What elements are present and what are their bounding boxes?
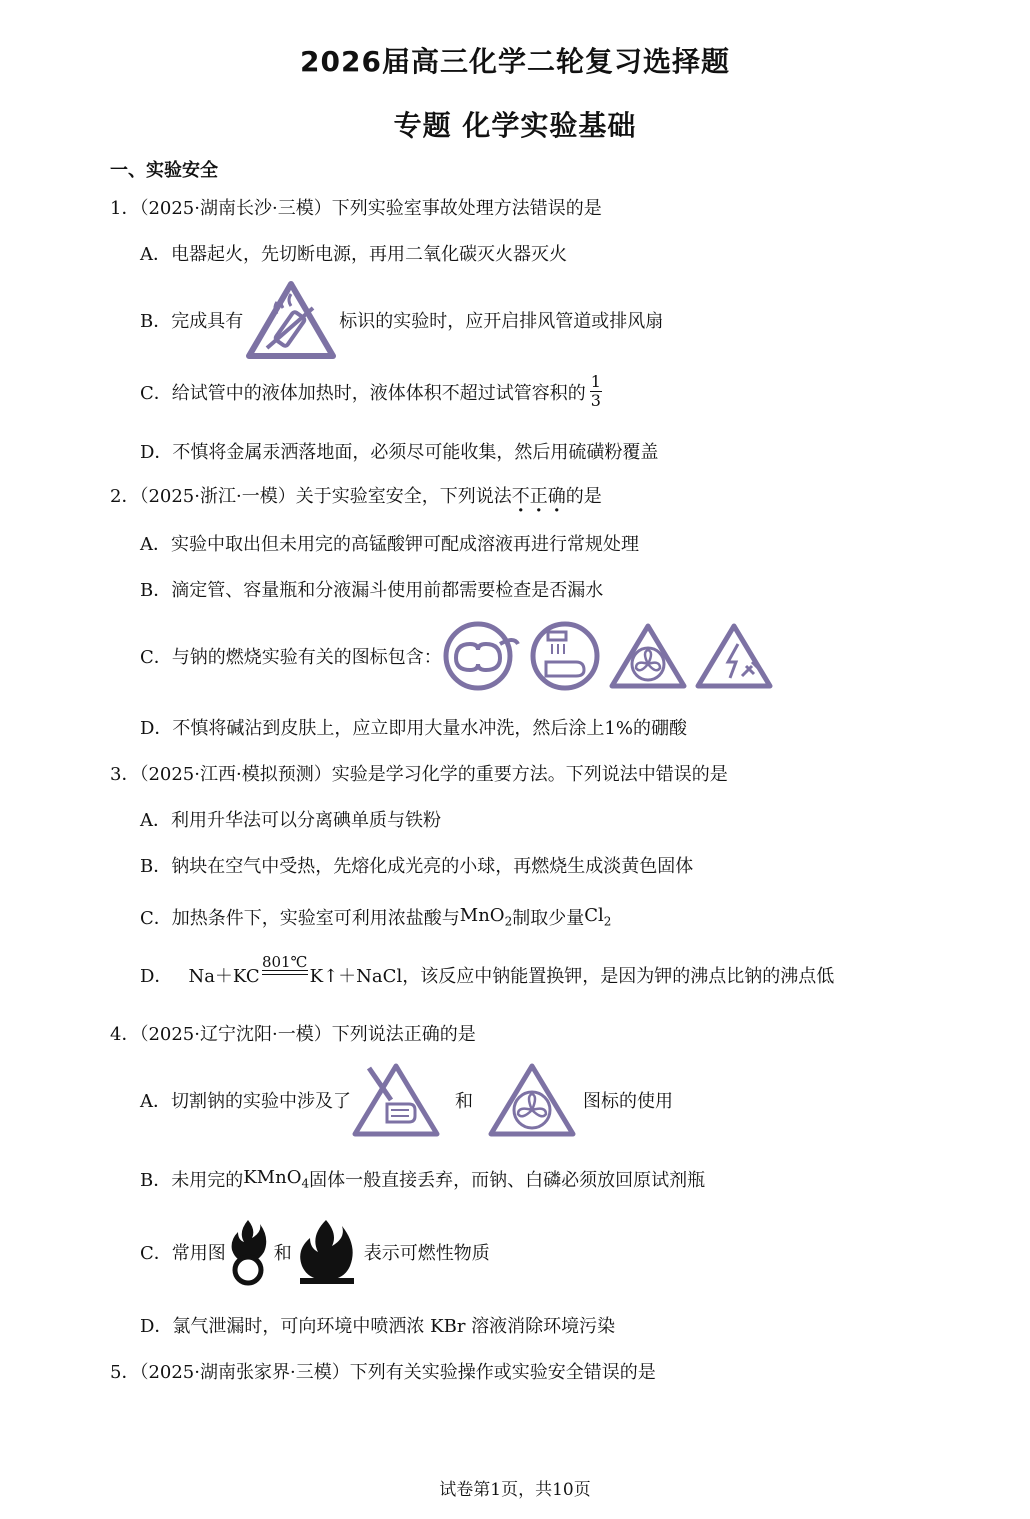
exhaust-fan-icon [487,1060,577,1140]
question-5-stem: 5．（2025·湖南张家界·三模）下列有关实验操作或实验安全错误的是 [110,1362,656,1383]
option-c-text: C．给试管中的液体加热时，液体体积不超过试管容积的 [140,382,586,404]
page-subtitle: 专题 化学实验基础 [393,109,637,142]
page-title: 2026届高三化学二轮复习选择题 [300,45,730,78]
question-2-option-a: A．实验中取出但未用完的高锰酸钾可配成溶液再进行常规处理 [140,534,639,555]
option-b-suffix: 标识的实验时，应开启排风管道或排风扇 [339,311,664,332]
question-4-option-a: A．切割钠的实验中涉及了 和 图标的使用 [140,1058,673,1142]
sharp-object-icon [351,1060,441,1140]
fume-hood-icon [243,278,339,362]
fraction-numerator: 1 [590,372,601,391]
question-3-option-a: A．利用升华法可以分离碘单质与铁粉 [140,810,441,831]
kmno4-formula: KMnO$_4$ [243,1167,310,1191]
question-4-option-c: C．常用图 和 表示可燃性物质 [140,1214,490,1290]
question-3-stem: 3．（2025·江西·模拟预测）实验是学习化学的重要方法。下列说法中错误的是 [110,764,728,785]
question-1-option-b [140,278,663,362]
question-2-option-b: B．滴定管、容量瓶和分液漏斗使用前都需要检查是否漏水 [140,580,604,601]
question-3-option-b: B．钠块在空气中受热，先熔化成光亮的小球，再燃烧生成淡黄色固体 [140,856,694,877]
section-heading: 一、实验安全 [110,160,218,181]
question-1-option-a: A．电器起火，先切断电源，再用二氧化碳灭火器灭火 [140,244,567,265]
electrical-hazard-icon [694,620,774,692]
fraction-denominator: 3 [590,391,601,410]
question-3-option-d: D． Na＋KC 801℃ K↑＋NaCl ，该反应中钠能置换钾，是因为钾的沸点比钠的沸点低 [140,953,835,987]
option-b-prefix: B．完成具有 [140,311,244,332]
question-2-stem: 2．（2025·浙江·一模）关于实验室安全，下列说法不正确的是 [110,486,602,507]
question-3-option-c: C．加热条件下，实验室可利用浓盐酸与 MnO$_2$ 制取少量 $Cl_2$ [140,905,612,929]
question-4-option-b: B．未用完的 KMnO$_4$ 固体一般直接丢弃，而钠、白磷必须放回原试剂瓶 [140,1167,706,1191]
flammable-flame-icon [296,1216,358,1288]
question-1-option-d: D．不慎将金属汞洒落地面，必须尽可能收集，然后用硫磺粉覆盖 [140,442,659,463]
reaction-products: K↑＋NaCl [309,966,403,987]
question-1-stem: 1．（2025·湖南长沙·三模）下列实验室事故处理方法错误的是 [110,198,602,219]
wash-hands-icon [528,620,602,692]
question-4-option-d: D．氯气泄漏时，可向环境中喷洒浓 KBr 溶液消除环境污染 [140,1316,616,1337]
exhaust-fan-icon [608,620,688,692]
page-footer: 试卷第1页，共10页 [439,1480,591,1500]
oxidizer-flame-icon [226,1216,270,1288]
question-4-stem: 4．（2025·辽宁沈阳·一模）下列说法正确的是 [110,1024,476,1045]
goggles-icon [442,620,520,692]
question-1-option-c [140,374,602,409]
question-2-option-d: D．不慎将碱沾到皮肤上，应立即用大量水冲洗，然后涂上1%的硼酸 [140,718,687,739]
reaction-reactants: Na＋KC [188,966,260,987]
cl2-formula: $Cl_2$ [584,905,612,929]
question-2-option-c: C．与钠的燃烧实验有关的图标包含： [140,620,774,692]
mno2-formula: MnO$_2$ [459,905,513,929]
reaction-condition: 801℃ [262,955,308,975]
one-third-fraction [590,374,602,409]
